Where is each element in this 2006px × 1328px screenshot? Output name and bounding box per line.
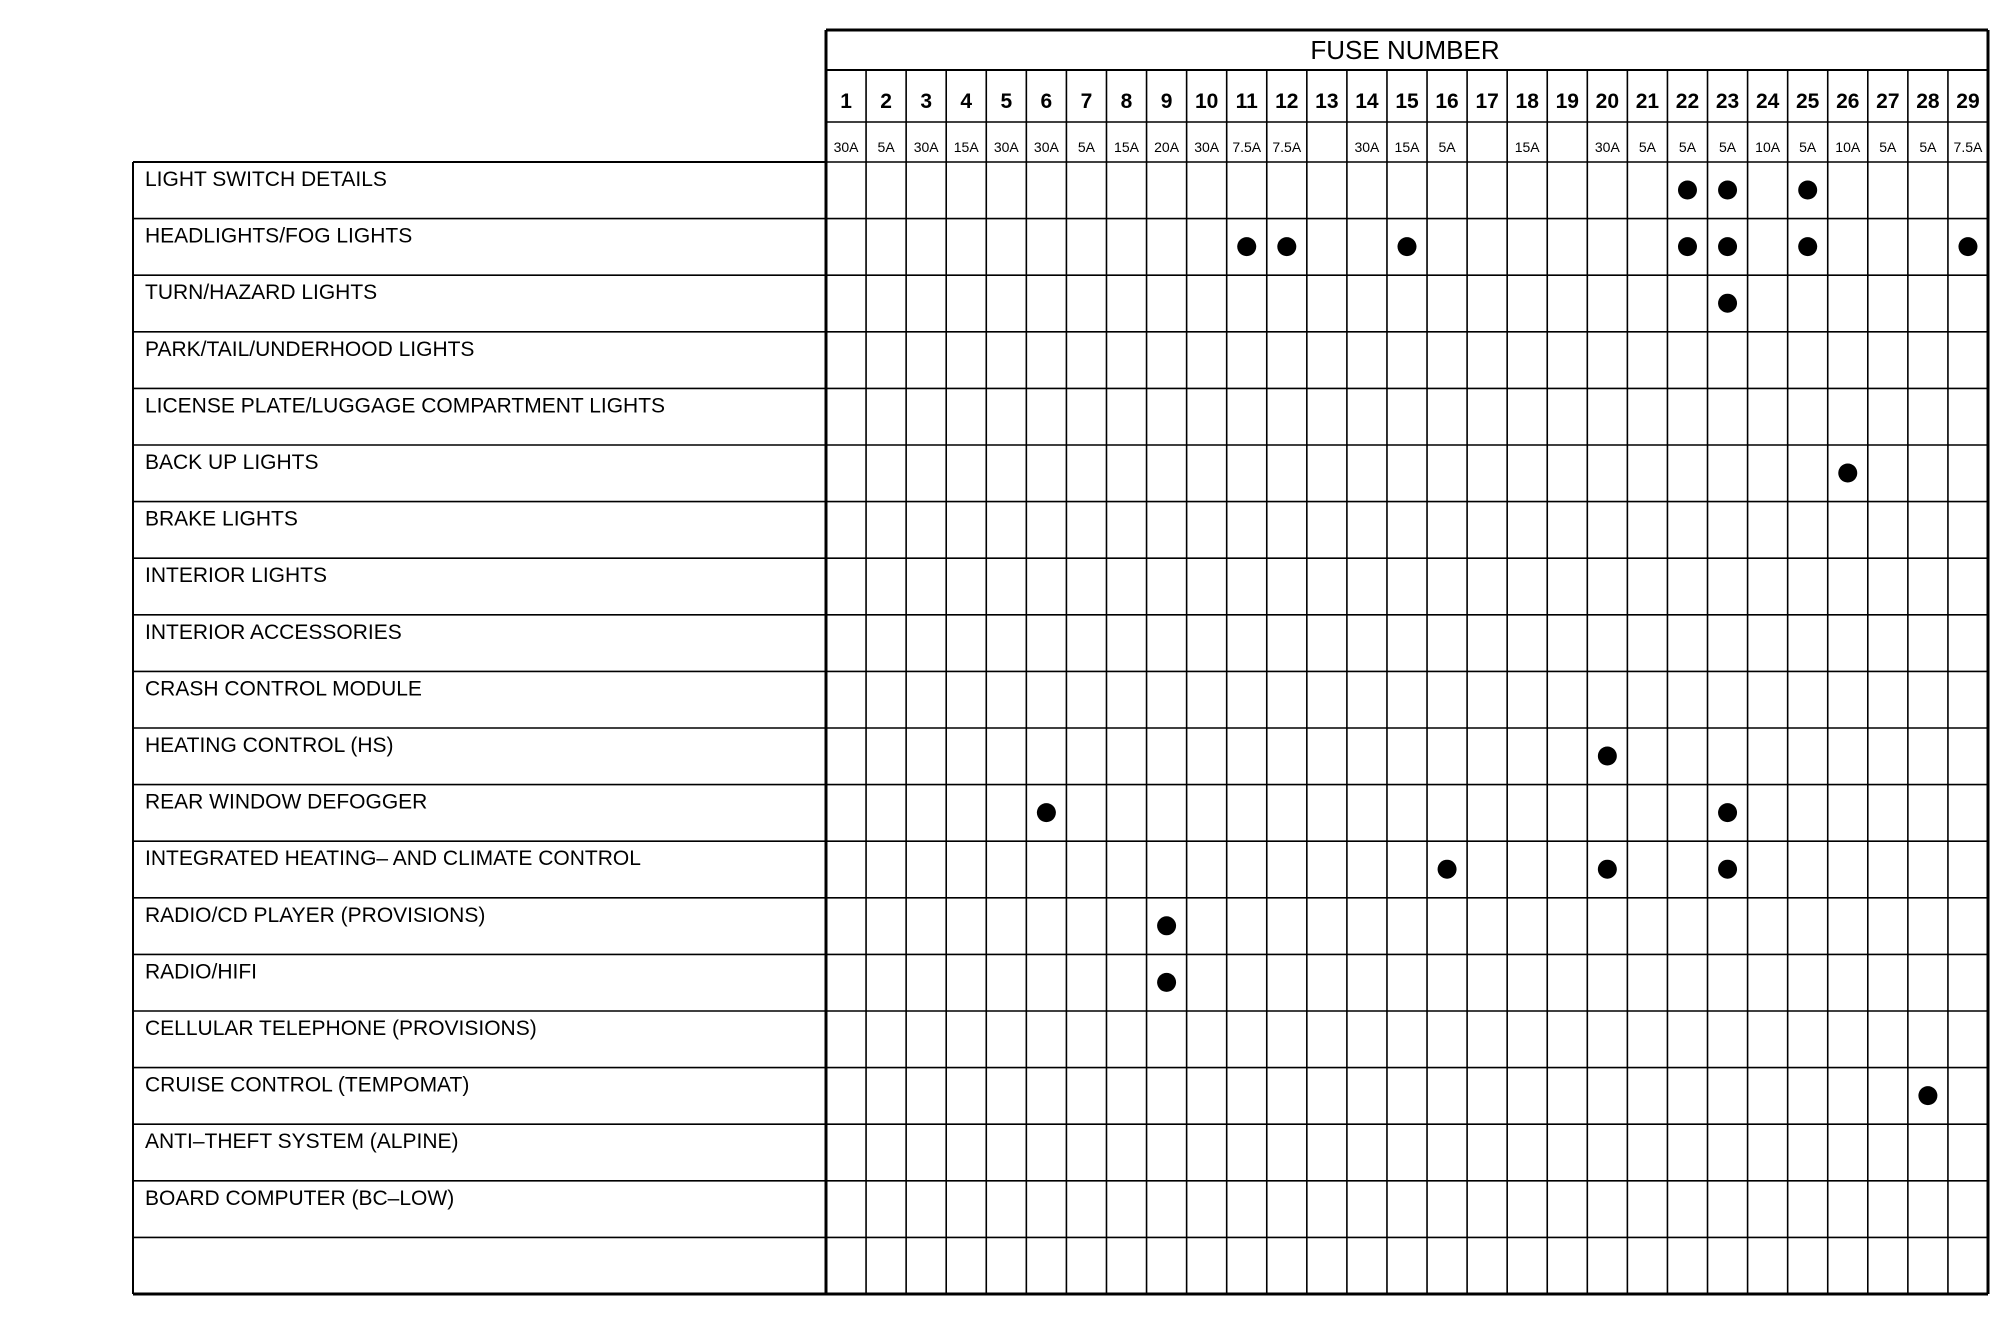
system-label: CELLULAR TELEPHONE (PROVISIONS) <box>145 1017 537 1040</box>
fuse-rating: 30A <box>1354 139 1380 155</box>
fuse-rating: 5A <box>1438 139 1456 155</box>
fuse-number: 19 <box>1555 90 1579 113</box>
fuse-rating: 30A <box>913 139 939 155</box>
fuse-number: 27 <box>1876 90 1900 113</box>
fuse-rating: 7.5A <box>1953 139 1983 155</box>
fuse-number: 13 <box>1315 90 1339 113</box>
fuse-number: 17 <box>1475 90 1499 113</box>
fuse-rating: 30A <box>833 139 859 155</box>
fuse-marker-dot <box>1678 181 1697 200</box>
fuse-number: 6 <box>1040 90 1053 113</box>
fuse-marker-dot <box>1718 237 1737 256</box>
fuse-number: 3 <box>920 90 933 113</box>
fuse-marker-dot <box>1157 916 1176 935</box>
system-label: RADIO/HIFI <box>145 960 258 984</box>
fuse-rating: 15A <box>1514 139 1540 155</box>
fuse-marker-dot <box>1157 973 1176 992</box>
fuse-rating: 5A <box>1919 139 1937 155</box>
fuse-marker-dot <box>1718 181 1737 200</box>
fuse-rating: 5A <box>1678 139 1697 155</box>
fuse-rating: 10A <box>1755 139 1781 155</box>
fuse-number: 28 <box>1916 90 1940 113</box>
system-label: BACK UP LIGHTS <box>145 451 319 474</box>
system-label: LICENSE PLATE/LUGGAGE COMPARTMENT LIGHTS <box>145 394 666 418</box>
fuse-number: 5 <box>1000 90 1013 113</box>
fuse-rating: 7.5A <box>1232 139 1262 155</box>
fuse-number: 26 <box>1836 90 1860 113</box>
fuse-marker-dot <box>1918 1086 1937 1105</box>
system-label: INTERIOR ACCESSORIES <box>145 620 402 644</box>
fuse-rating: 20A <box>1154 139 1180 155</box>
system-label: REAR WINDOW DEFOGGER <box>145 790 428 814</box>
fuse-number: 25 <box>1796 90 1820 113</box>
fuse-rating-row <box>834 139 1983 155</box>
fuse-number: 23 <box>1715 90 1740 113</box>
system-label: LIGHT SWITCH DETAILS <box>145 168 387 191</box>
system-label: BOARD COMPUTER (BC–LOW) <box>145 1186 455 1210</box>
fuse-marker-dot <box>1798 181 1817 200</box>
fuse-rating: 15A <box>1394 139 1420 155</box>
system-label: INTERIOR LIGHTS <box>145 564 328 588</box>
system-label: INTEGRATED HEATING– AND CLIMATE CONTROL <box>145 847 641 871</box>
fuse-marker-dot <box>1958 237 1977 256</box>
fuse-marker-dot <box>1718 294 1737 313</box>
fuse-number: 16 <box>1435 90 1459 113</box>
fuse-number: 24 <box>1755 90 1780 113</box>
system-label: PARK/TAIL/UNDERHOOD LIGHTS <box>145 337 475 361</box>
fuse-number: 8 <box>1120 90 1133 113</box>
fuse-marker-dot <box>1277 237 1296 256</box>
fuse-marker-dot <box>1798 237 1817 256</box>
fuse-number: 1 <box>840 90 852 113</box>
system-label: ANTI–THEFT SYSTEM (ALPINE) <box>145 1130 459 1154</box>
fuse-marker-dot <box>1598 747 1617 766</box>
fuse-rating: 10A <box>1835 139 1861 155</box>
fuse-number: 11 <box>1235 90 1258 113</box>
fuse-rating: 5A <box>1638 139 1656 155</box>
fuse-marker-dot <box>1037 803 1056 822</box>
fuse-rating: 5A <box>1718 139 1737 155</box>
fuse-rating: 5A <box>1879 139 1897 155</box>
fuse-number: 22 <box>1675 90 1700 113</box>
fuse-number: 15 <box>1395 90 1419 113</box>
fuse-rating: 5A <box>1077 139 1096 155</box>
fuse-marker-dot <box>1678 237 1697 256</box>
fuse-marker-dot <box>1237 237 1256 256</box>
fuse-number: 18 <box>1515 90 1539 113</box>
fuse-number: 20 <box>1595 90 1620 113</box>
fuse-marker-dot <box>1438 860 1457 879</box>
fuse-rating: 7.5A <box>1272 139 1302 155</box>
fuse-number-title: FUSE NUMBER <box>1310 35 1500 65</box>
fuse-number: 4 <box>960 90 973 113</box>
fuse-rating: 30A <box>993 139 1019 155</box>
fuse-marker-dot <box>1598 860 1617 879</box>
fuse-rating: 30A <box>1594 139 1620 155</box>
fuse-rating: 5A <box>877 139 895 155</box>
grid-lines <box>133 30 1988 1294</box>
system-labels <box>145 168 665 1210</box>
fuse-rating: 30A <box>1194 139 1220 155</box>
fuse-number: 9 <box>1160 90 1173 113</box>
fuse-rating: 15A <box>953 139 979 155</box>
system-label: CRUISE CONTROL (TEMPOMAT) <box>145 1073 470 1097</box>
fuse-marker-dot <box>1718 860 1737 879</box>
system-label: CRASH CONTROL MODULE <box>145 677 422 701</box>
fuse-rating: 30A <box>1033 139 1059 155</box>
system-label: HEATING CONTROL (HS) <box>145 734 394 757</box>
fuse-marker-dot <box>1398 237 1417 256</box>
fuse-number-row <box>840 90 1979 113</box>
system-label: RADIO/CD PLAYER (PROVISIONS) <box>145 903 486 927</box>
fuse-marker-dot <box>1838 464 1857 483</box>
fuse-number: 21 <box>1635 90 1660 113</box>
fuse-rating: 15A <box>1114 139 1139 155</box>
fuse-number: 2 <box>880 90 892 113</box>
fuse-number: 12 <box>1275 90 1299 113</box>
system-label: BRAKE LIGHTS <box>145 507 298 531</box>
system-label: HEADLIGHTS/FOG LIGHTS <box>145 224 413 248</box>
system-label: TURN/HAZARD LIGHTS <box>145 281 378 305</box>
fuse-rating: 5A <box>1799 139 1817 155</box>
fuse-number: 14 <box>1355 90 1379 113</box>
fuse-number: 7 <box>1080 90 1093 113</box>
fuse-marker-dot <box>1718 803 1737 822</box>
fuse-number: 10 <box>1194 90 1219 113</box>
fuse-number: 29 <box>1956 90 1980 113</box>
